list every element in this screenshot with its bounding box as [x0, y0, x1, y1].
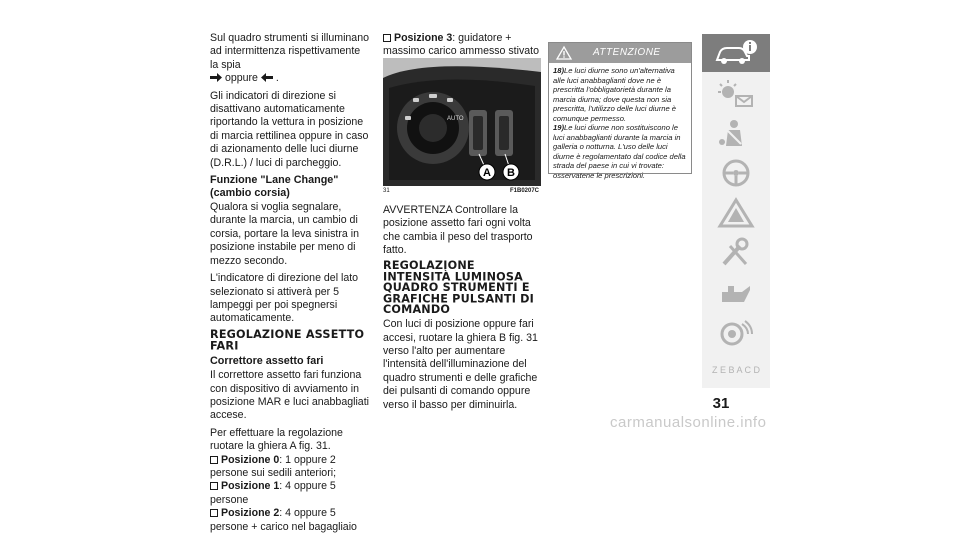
sidebar-tab-lights[interactable]: [702, 74, 770, 112]
chapter-sidebar: [702, 34, 770, 388]
warning-triangle-icon: [556, 46, 572, 60]
paragraph-brightness: Con luci di posizione oppure fari accesi, ruotare la ghiera B fig. 31 verso l'alto per aumentare l'intensità dell'illuminazione del quadro strumenti e delle grafiche dei pulsanti di comando oppure verso il basso per diminuirla.: [383, 318, 538, 411]
warning-lights-icon: [714, 78, 758, 108]
warning-note-19: 19)Le luci diurne non sostituiscono le luci anabbaglianti durante la marcia in galleria o notturna. L'uso delle luci diurne è regolamentato dal codice della strada del paese in cui vi trovate: osservatene le prescrizioni.: [553, 123, 686, 180]
figure-label-a: A: [483, 167, 491, 179]
checkbox-bullet-icon: [383, 34, 391, 42]
checkbox-bullet-icon: [210, 509, 218, 517]
figure-label-b: B: [507, 167, 515, 179]
steering-wheel-icon: [714, 158, 758, 188]
paragraph-warning-note: AVVERTENZA Controllare la posizione assetto fari ogni volta che cambia il peso del trasporto fatto.: [383, 204, 533, 257]
turn-left-arrow-icon: [261, 73, 273, 82]
checkbox-bullet-icon: [210, 456, 218, 464]
paragraph-position-3: Posizione 3: guidatore + massimo carico ammesso stivato: [383, 32, 540, 58]
tools-icon: [714, 238, 758, 268]
light-switch-figure: [383, 58, 541, 186]
warning-header: [549, 43, 691, 63]
sidebar-tab-driving[interactable]: [702, 154, 770, 192]
warning-note-18: 18)Le luci diurne sono un'alternativa alle luci anabbaglianti dove ne è prescritta l'obbligatorietà durante la marcia diurna; dove questa non sia prescritta, l'utilizzo delle luci diurne è comunque permesso.: [553, 66, 677, 123]
sidebar-tab-maintenance[interactable]: [702, 234, 770, 272]
seatbelt-person-icon: [714, 118, 758, 148]
sidebar-tab-car-info[interactable]: [702, 34, 770, 72]
text-column-1: [210, 32, 370, 534]
figure-caption: [383, 188, 541, 198]
sidebar-tab-emergency[interactable]: [702, 194, 770, 232]
watermark: carmanualsonline.info: [610, 414, 767, 431]
light-switch-illustration: [383, 58, 541, 186]
car-info-icon: [714, 38, 758, 68]
heading-brightness: REGOLAZIONE INTENSITÀ LUMINOSA QUADRO STRUMENTI E GRAFICHE PULSANTI DI COMANDO: [383, 258, 534, 316]
car-tech-icon: [714, 318, 758, 348]
heading-lane-change: Funzione "Lane Change" (cambio corsia): [210, 174, 339, 199]
svg-text:Z E B A C D: Z E B A C D: [711, 365, 761, 375]
page-number: 31: [712, 395, 730, 412]
text-column-2-lower: [383, 204, 541, 416]
emergency-triangle-icon: [714, 198, 758, 228]
alphabet-index-icon: [711, 351, 761, 387]
figure-knob-label: AUTO: [447, 116, 464, 122]
checkbox-bullet-icon: [210, 482, 218, 490]
heading-headlight-alignment: REGOLAZIONE ASSETTO FARI: [210, 327, 365, 352]
oil-can-icon: [714, 278, 758, 308]
warning-title: ATTENZIONE: [593, 47, 661, 58]
warning-body: [549, 63, 691, 180]
warning-box: [548, 42, 692, 180]
figure-code: F1B0207C: [509, 188, 539, 194]
figure-number: 31: [383, 188, 390, 194]
paragraph-lane-change: Qualora si voglia segnalare, durante la marcia, un cambio di corsia, portare la leva sinistra in posizione instabile per meno di mezzo secondo.: [210, 201, 359, 267]
paragraph-indicator-lamp: Sul quadro strumenti si illuminano ad intermittenza rispettivamente la spia oppure .: [210, 32, 369, 85]
paragraph-deactivation: Gli indicatori di direzione si disattivano automaticamente riportando la vettura in posizione di marcia rettilinea oppure in caso di azionamento delle luci diurne (D.R.L.) / luci di parcheggio.: [210, 89, 369, 169]
paragraph-rotate: Per effettuare la regolazione ruotare la ghiera A fig. 31. Posizione 0: 1 oppure 2 persone sui sedili anteriori; Posizione 1: 4 oppure 5 persone Posizione 2: 4 oppure 5 persone + carico nel bagagliaio: [210, 426, 357, 533]
sidebar-tab-technical[interactable]: [702, 274, 770, 312]
sidebar-tab-safety[interactable]: [702, 114, 770, 152]
paragraph-blink: L'indicatore di direzione del lato selezionato si attiverà per 5 lampeggi per poi spegnersi automaticamente.: [210, 272, 359, 325]
turn-right-arrow-icon: [210, 73, 222, 82]
sidebar-tab-index[interactable]: [702, 350, 770, 388]
paragraph-corrector: Il correttore assetto fari funziona con dispositivo di avviamento in posizione MAR e luci anabbagliati accese.: [210, 369, 369, 422]
heading-headlight-corrector: Correttore assetto fari: [210, 354, 324, 367]
sidebar-tab-multimedia[interactable]: [702, 314, 770, 352]
